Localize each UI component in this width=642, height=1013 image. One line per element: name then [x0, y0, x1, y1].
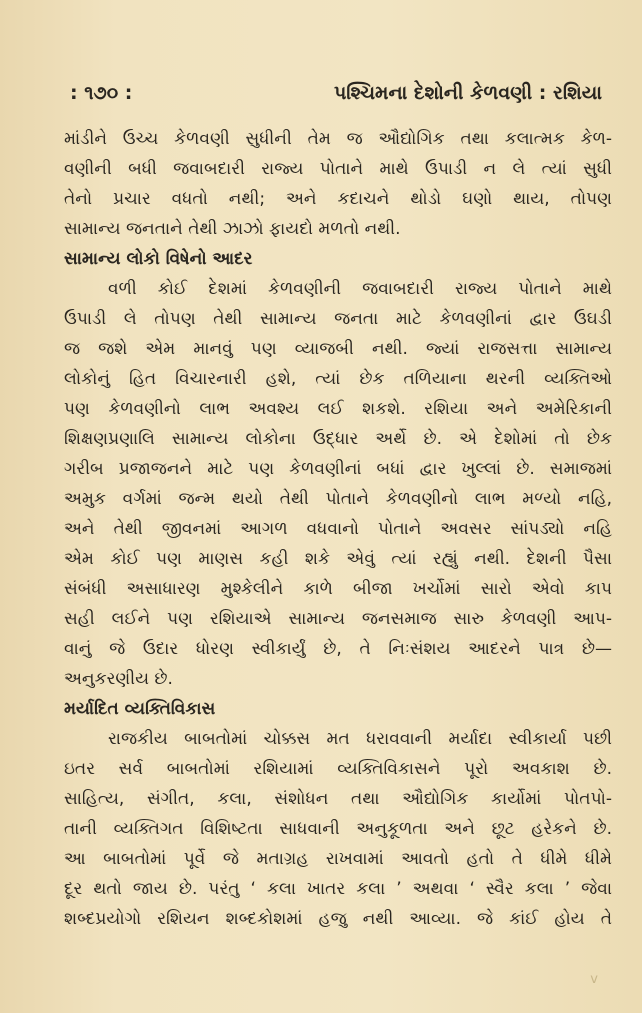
text-line: વાનું જે ઉદાર ધોરણ સ્વીકાર્યું છે, તે નિઃસંશય આદરને પાત્ર છે—	[64, 639, 612, 659]
text-line: સંબંધી અસાધારણ મુશ્કેલીને કાળે બીજા ખર્ચોમાં સારો એવો કાપ	[64, 579, 612, 599]
text-line: સાહિત્ય, સંગીત, કલા, સંશોધન તથા ઔદ્યોગિક કાર્યોમાં પોતપો-	[64, 789, 612, 809]
text-line: જ જશે એમ માનવું પણ વ્યાજબી નથી. જ્યાં રાજસત્તા સામાન્ય	[64, 339, 612, 359]
text-line: સામાન્ય જનતાને તેથી ઝાઝો ફાયદો મળતો નથી.	[64, 219, 401, 239]
text-line: વળી કોઈ દેશમાં કેળવણીની જવાબદારી રાજ્ય પોતાને માથે	[108, 279, 612, 299]
text-line: દૂર થતો જાય છે. પરંતુ ‘ કલા ખાતર કલા ’ અથવા ‘ સ્વૈર કલા ’ જેવા	[64, 879, 612, 899]
page-number: : ૧૭૦ :	[70, 82, 133, 104]
section-heading-limited-development: મર્યાદિત વ્યક્તિવિકાસ	[64, 699, 216, 719]
text-line: લોકોનું હિત વિચારનારી હશે, ત્યાં છેક તળિયાના થરની વ્યક્તિઓ	[64, 369, 612, 389]
text-line: આ બાબતોમાં પૂર્વે જે મતાગ્રહ રાખવામાં આવતો હતો તે ધીમે ધીમે	[64, 849, 612, 869]
paragraph-2	[64, 274, 612, 694]
page-body	[64, 124, 612, 934]
text-line: વણીની બધી જવાબદારી રાજ્ય પોતાને માથે ઉપાડી ન લે ત્યાં સુધી	[64, 159, 612, 179]
text-line: સહી લઈને પણ રશિયાએ સામાન્ય જનસમાજ સારુ કેળવણી આપ-	[64, 609, 612, 629]
text-line: અનુકરણીય છે.	[64, 669, 173, 689]
text-line: તાની વ્યક્તિગત વિશિષ્ટતા સાધવાની અનુકૂળતા અને છૂટ હરેકને છે.	[64, 819, 612, 839]
text-line: અમુક વર્ગમાં જન્મ થયો તેથી પોતાને કેળવણીનો લાભ મળ્યો નહિ,	[64, 489, 612, 509]
corner-mark: v	[590, 972, 598, 987]
text-line: ઇતર સર્વ બાબતોમાં રશિયામાં વ્યક્તિવિકાસને પૂરો અવકાશ છે.	[64, 759, 612, 779]
text-line: તેનો પ્રચાર વધતો નથી; અને કદાચને થોડો ઘણો થાય, તોપણ	[64, 189, 612, 209]
section-heading-common-people: સામાન્ય લોકો વિષેનો આદર	[64, 249, 253, 269]
paragraph-3	[64, 724, 612, 934]
text-line: શિક્ષણપ્રણાલિ સામાન્ય લોકોના ઉદ્ધાર અર્થે છે. એ દેશોમાં તો છેક	[64, 429, 612, 449]
running-title: પશ્ચિમના દેશોની કેળવણી : રશિયા	[333, 82, 602, 104]
text-line: એમ કોઈ પણ માણસ કહી શકે એવું ત્યાં રહ્યું નથી. દેશની પૈસા	[64, 549, 612, 569]
text-line: પણ કેળવણીનો લાભ અવશ્ય લઈ શકશે. રશિયા અને અમેરિકાની	[64, 399, 612, 419]
text-line: ઉપાડી લે તોપણ તેથી સામાન્ય જનતા માટે કેળવણીનાં દ્વાર ઉઘડી	[64, 309, 612, 329]
text-line: માંડીને ઉચ્ચ કેળવણી સુધીની તેમ જ ઔદ્યોગિક તથા કલાત્મક કેળ-	[64, 129, 612, 149]
text-line: ગરીબ પ્રજાજનને માટે પણ કેળવણીનાં બધાં દ્વાર ખુલ્લાં છે. સમાજમાં	[64, 459, 612, 479]
paragraph-1	[64, 124, 612, 244]
text-line: રાજકીય બાબતોમાં ચોક્કસ મત ધરાવવાની મર્યાદા સ્વીકાર્યા પછી	[108, 729, 612, 749]
text-line: અને તેથી જીવનમાં આગળ વધવાનો પોતાને અવસર સાંપડ્યો નહિ	[64, 519, 612, 539]
text-line: શબ્દપ્રયોગો રશિયન શબ્દકોશમાં હજુ નથી આવ્યા. જે કાંઈ હોય તે	[64, 909, 612, 929]
page-header	[70, 82, 602, 104]
